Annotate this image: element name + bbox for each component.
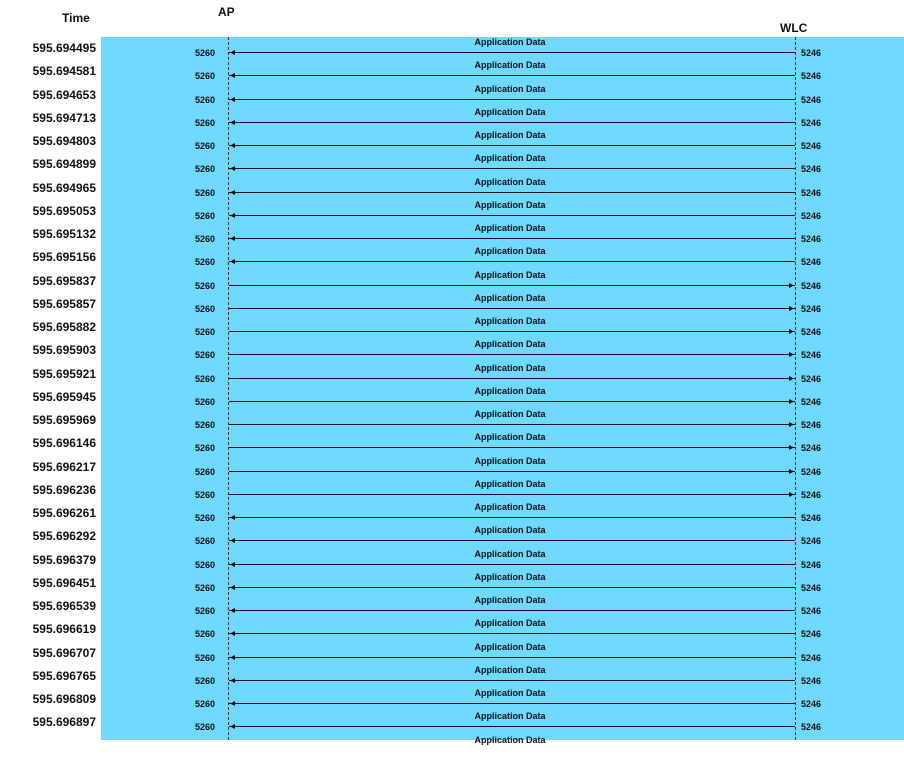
flow-timestamp: 595.694965 (32, 180, 96, 195)
flow-message-label: Application Data (474, 106, 546, 117)
ap-port-label: 5260 (195, 420, 216, 430)
arrow-right-icon (229, 375, 795, 382)
wlc-port-label: 5246 (801, 652, 822, 663)
flow-message-label: Application Data (474, 455, 546, 466)
flow-message-label: Application Data (474, 339, 546, 350)
flow-timestamp: 595.695053 (32, 203, 96, 218)
arrow-right-icon (229, 398, 795, 405)
arrow-right-icon (229, 444, 795, 451)
flow-row[interactable] (0, 597, 904, 620)
flow-row[interactable] (0, 62, 904, 85)
flow-message-label: Application Data (474, 688, 546, 698)
flow-message-label: Application Data (474, 641, 546, 652)
flow-timestamp: 595.695921 (32, 366, 96, 381)
flow-row[interactable] (0, 571, 904, 597)
wlc-port-label: 5246 (801, 513, 822, 523)
ap-port-label: 5260 (195, 257, 216, 268)
arrow-right-icon (229, 421, 795, 428)
flow-message-label: Application Data (474, 571, 546, 582)
flow-row[interactable] (0, 292, 904, 318)
ap-port-label: 5260 (195, 443, 216, 454)
wlc-port-label: 5246 (801, 699, 822, 709)
wlc-port-label: 5246 (801, 48, 822, 58)
flow-row[interactable] (0, 199, 904, 225)
arrow-left-icon (229, 654, 795, 661)
wlc-port-label: 5246 (801, 164, 822, 175)
ap-port-label: 5260 (195, 489, 216, 500)
flow-row[interactable] (0, 527, 904, 550)
flow-timestamp: 595.694495 (32, 41, 96, 55)
flow-timestamp: 595.694713 (32, 110, 96, 125)
flow-message-label: Application Data (474, 246, 546, 257)
flow-timestamp: 595.696809 (32, 692, 96, 706)
wlc-port-label: 5246 (801, 210, 822, 221)
arrow-left-icon (229, 537, 795, 544)
ap-port-label: 5260 (195, 94, 216, 105)
wlc-port-label: 5246 (801, 606, 822, 616)
flow-row[interactable] (0, 106, 904, 132)
flow-timestamp: 595.694899 (32, 157, 96, 172)
flow-message-label: Application Data (474, 269, 546, 280)
wlc-port-label: 5246 (801, 234, 822, 244)
flow-timestamp: 595.695969 (32, 413, 96, 427)
ap-port-label: 5260 (195, 117, 216, 128)
flow-message-label: Application Data (474, 734, 546, 745)
wlc-port-label: 5246 (801, 396, 822, 407)
arrow-left-icon (229, 607, 795, 614)
flow-timestamp: 595.695882 (32, 320, 96, 334)
arrow-left-icon (229, 677, 795, 684)
ap-port-label: 5260 (195, 187, 216, 198)
ap-port-label: 5260 (195, 280, 216, 291)
ap-port-label: 5260 (195, 48, 216, 58)
flow-timestamp: 595.696261 (32, 506, 96, 520)
flow-row[interactable] (0, 318, 904, 341)
flow-timestamp: 595.695156 (32, 250, 96, 265)
wlc-port-label: 5246 (801, 629, 822, 640)
ap-port-label: 5260 (195, 582, 216, 593)
wlc-port-label: 5246 (801, 94, 822, 105)
arrow-left-icon (229, 514, 795, 521)
flow-row[interactable] (0, 664, 904, 690)
flow-row[interactable] (0, 225, 904, 248)
arrow-left-icon (229, 142, 795, 149)
flow-row[interactable] (0, 385, 904, 411)
arrow-left-icon (229, 561, 795, 568)
ap-port-label: 5260 (195, 652, 216, 663)
flow-message-label: Application Data (474, 362, 546, 373)
ap-port-label: 5260 (195, 559, 216, 570)
flow-row[interactable] (0, 504, 904, 527)
flow-timestamp: 595.694653 (32, 87, 96, 102)
flow-row[interactable] (0, 548, 904, 574)
arrow-left-icon (229, 212, 795, 219)
flow-message-label: Application Data (474, 711, 546, 722)
arrow-right-icon (229, 305, 795, 312)
flow-row[interactable] (0, 155, 904, 178)
ap-port-label: 5260 (195, 396, 216, 407)
flow-message-label: Application Data (474, 664, 546, 675)
wlc-port-label: 5246 (801, 71, 822, 82)
arrow-left-icon (229, 49, 795, 56)
wlc-port-label: 5246 (801, 675, 822, 686)
flow-timestamp: 595.696539 (32, 599, 96, 613)
arrow-left-icon (229, 630, 795, 637)
arrow-right-icon (229, 282, 795, 289)
ap-port-label: 5260 (195, 722, 216, 733)
flow-row[interactable] (0, 176, 904, 202)
ap-port-label: 5260 (195, 606, 216, 616)
arrow-left-icon (229, 165, 795, 172)
ap-endpoint-header: AP (218, 5, 235, 19)
flow-row[interactable] (0, 39, 904, 62)
flow-message-label: Application Data (474, 618, 546, 629)
flow-message-label: Application Data (474, 223, 546, 233)
wlc-port-label: 5246 (801, 280, 822, 291)
flow-row[interactable] (0, 620, 904, 643)
arrow-left-icon (229, 72, 795, 79)
arrow-right-icon (229, 351, 795, 358)
flow-row[interactable] (0, 83, 904, 109)
flow-row[interactable] (0, 455, 904, 481)
flow-row[interactable] (0, 434, 904, 457)
arrow-left-icon (229, 723, 795, 730)
flow-timestamp: 595.696146 (32, 436, 96, 451)
wlc-port-label: 5246 (801, 443, 822, 454)
flow-timestamp: 595.696707 (32, 645, 96, 660)
time-column-header: Time (62, 11, 90, 25)
arrow-left-icon (229, 189, 795, 196)
flow-message-label: Application Data (474, 432, 546, 443)
flow-message-label: Application Data (474, 83, 546, 94)
flow-message-label: Application Data (474, 292, 546, 303)
wlc-port-label: 5246 (801, 559, 822, 570)
wlc-port-label: 5246 (801, 466, 822, 477)
wlc-port-label: 5246 (801, 141, 822, 151)
arrow-left-icon (229, 258, 795, 265)
wlc-port-label: 5246 (801, 350, 822, 361)
flow-message-label: Application Data (474, 176, 546, 187)
ap-port-label: 5260 (195, 675, 216, 686)
ap-port-label: 5260 (195, 327, 216, 337)
flow-message-label: Application Data (474, 548, 546, 559)
arrow-right-icon (229, 491, 795, 498)
flow-message-label: Application Data (474, 153, 546, 164)
wlc-port-label: 5246 (801, 257, 822, 268)
flow-message-label: Application Data (474, 385, 546, 396)
ap-port-label: 5260 (195, 234, 216, 244)
wlc-port-label: 5246 (801, 303, 822, 314)
flow-row[interactable] (0, 269, 904, 295)
flow-message-label: Application Data (474, 525, 546, 536)
flow-row[interactable] (0, 132, 904, 155)
wlc-port-label: 5246 (801, 187, 822, 198)
flow-message-label: Application Data (474, 502, 546, 512)
ap-port-label: 5260 (195, 513, 216, 523)
flow-row[interactable] (0, 713, 904, 736)
ap-port-label: 5260 (195, 350, 216, 361)
flow-row[interactable] (0, 478, 904, 504)
wlc-port-label: 5246 (801, 420, 822, 430)
flow-timestamp: 595.695903 (32, 343, 96, 358)
wlc-port-label: 5246 (801, 582, 822, 593)
arrow-left-icon (229, 119, 795, 126)
flow-timestamp: 595.695132 (32, 227, 96, 241)
flow-row[interactable] (0, 341, 904, 364)
wlc-endpoint-header: WLC (780, 21, 808, 35)
flow-message-label: Application Data (474, 60, 546, 71)
flow-message-label: Application Data (474, 478, 546, 489)
flow-message-label: Application Data (474, 316, 546, 326)
ap-port-label: 5260 (195, 71, 216, 82)
arrow-right-icon (229, 468, 795, 475)
arrow-left-icon (229, 96, 795, 103)
flow-timestamp: 595.695857 (32, 296, 96, 311)
arrow-right-icon (229, 328, 795, 335)
flow-timestamp: 595.696765 (32, 668, 96, 683)
flow-message-label: Application Data (474, 409, 546, 419)
flow-timestamp: 595.696619 (32, 622, 96, 637)
arrow-left-icon (229, 584, 795, 591)
flow-message-label: Application Data (474, 199, 546, 210)
ap-port-label: 5260 (195, 536, 216, 547)
flow-timestamp: 595.695945 (32, 389, 96, 404)
flow-row[interactable] (0, 641, 904, 667)
flow-row[interactable] (0, 248, 904, 271)
ap-port-label: 5260 (195, 303, 216, 314)
flow-timestamp: 595.696897 (32, 715, 96, 730)
wlc-port-label: 5246 (801, 373, 822, 384)
flow-timestamp: 595.696236 (32, 482, 96, 497)
ap-port-label: 5260 (195, 699, 216, 709)
flow-timestamp: 595.696292 (32, 529, 96, 544)
flow-timestamp: 595.696379 (32, 552, 96, 567)
flow-timestamp: 595.694803 (32, 134, 96, 148)
arrow-left-icon (229, 235, 795, 242)
flow-row[interactable] (0, 690, 904, 713)
ap-port-label: 5260 (195, 164, 216, 175)
ap-port-label: 5260 (195, 141, 216, 151)
flow-timestamp: 595.696217 (32, 459, 96, 474)
wlc-port-label: 5246 (801, 327, 822, 337)
flow-message-label: Application Data (474, 595, 546, 605)
ap-port-label: 5260 (195, 373, 216, 384)
wlc-port-label: 5246 (801, 489, 822, 500)
flow-row[interactable] (0, 411, 904, 434)
flow-row[interactable] (0, 362, 904, 388)
wlc-port-label: 5246 (801, 536, 822, 547)
flow-message-label: Application Data (474, 130, 546, 140)
flow-timestamp: 595.694581 (32, 64, 96, 79)
wlc-port-label: 5246 (801, 722, 822, 733)
flow-timestamp: 595.695837 (32, 273, 96, 288)
flow-timestamp: 595.696451 (32, 575, 96, 590)
wlc-port-label: 5246 (801, 117, 822, 128)
ap-port-label: 5260 (195, 466, 216, 477)
ap-port-label: 5260 (195, 210, 216, 221)
flow-message-label: Application Data (474, 37, 546, 47)
arrow-left-icon (229, 700, 795, 707)
ap-port-label: 5260 (195, 629, 216, 640)
